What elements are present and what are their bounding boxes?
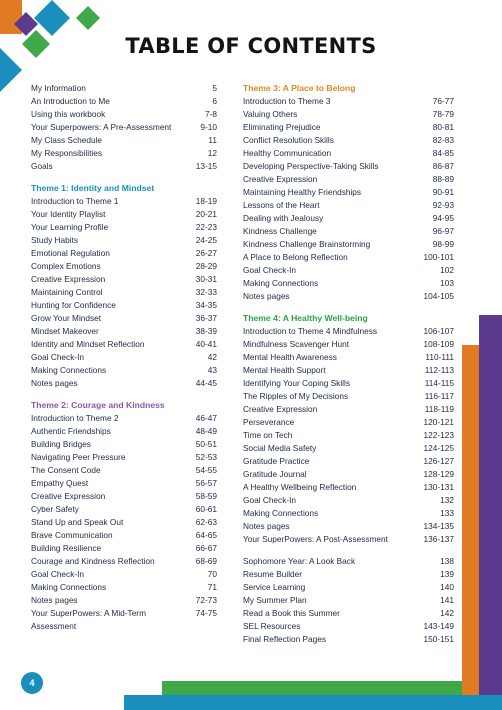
toc-entry-pages: 34-35 (195, 300, 217, 310)
toc-entry (243, 442, 454, 455)
toc-entry-pages: 136-137 (423, 534, 454, 544)
toc-entry (31, 542, 217, 555)
theme2-list (31, 412, 217, 633)
toc-entry-title: Creative Expression (243, 404, 318, 414)
toc-entry-pages: 48-49 (195, 426, 217, 436)
toc-entry (31, 425, 217, 438)
toc-entry-pages: 90-91 (432, 187, 454, 197)
toc-entry (243, 633, 454, 646)
toc-entry-title: Goals (31, 161, 53, 171)
toc-entry (31, 438, 217, 451)
toc-entry-title: Valuing Others (243, 109, 298, 119)
toc-entry-title: Introduction to Theme 4 Mindfulness (243, 326, 378, 336)
toc-entry-title: Sophomore Year: A Look Back (243, 556, 356, 566)
toc-entry (243, 377, 454, 390)
closing-list (243, 555, 454, 646)
toc-entry (243, 607, 454, 620)
toc-entry-pages: 124-125 (423, 443, 454, 453)
toc-entry-title: Your SuperPowers: A Post-Assessment (243, 534, 388, 544)
toc-entry (31, 121, 217, 134)
toc-entry (31, 108, 217, 121)
toc-entry (243, 533, 454, 546)
toc-entry (243, 108, 454, 121)
toc-entry-title: Time on Tech (243, 430, 293, 440)
toc-entry-pages: 74-75 (195, 608, 217, 618)
theme1-heading: Theme 1: Identity and Mindset (31, 183, 155, 193)
toc-entry-pages: 82-83 (432, 135, 454, 145)
toc-entry (243, 455, 454, 468)
toc-entry-title: My Summer Plan (243, 595, 307, 605)
toc-entry-pages: 44-45 (195, 378, 217, 388)
toc-entry-title: Read a Book this Summer (243, 608, 340, 618)
toc-entry-pages: 102 (440, 265, 454, 275)
toc-entry-title: Mental Health Support (243, 365, 326, 375)
toc-entry-title: Maintaining Healthy Friendships (243, 187, 362, 197)
toc-entry (31, 464, 217, 477)
toc-entry-pages: 68-69 (195, 556, 217, 566)
toc-entry (243, 594, 454, 607)
toc-entry (243, 186, 454, 199)
toc-entry-title: Creative Expression (31, 491, 106, 501)
toc-entry-pages: 76-77 (432, 96, 454, 106)
toc-entry (31, 260, 217, 273)
toc-entry (31, 82, 217, 95)
toc-entry (31, 273, 217, 286)
toc-entry-title: Grow Your Mindset (31, 313, 102, 323)
toc-entry (243, 264, 454, 277)
toc-entry-title: My Information (31, 83, 86, 93)
toc-entry-title: Lessons of the Heart (243, 200, 320, 210)
toc-entry-pages: 122-123 (423, 430, 454, 440)
toc-entry-title: Kindness Challenge Brainstorming (243, 239, 371, 249)
toc-entry-pages: 140 (440, 582, 454, 592)
toc-entry (243, 225, 454, 238)
toc-entry-title: Notes pages (31, 595, 78, 605)
toc-entry (31, 490, 217, 503)
toc-entry (31, 134, 217, 147)
toc-entry-title: Service Learning (243, 582, 306, 592)
toc-entry-title: Complex Emotions (31, 261, 101, 271)
toc-entry-pages: 30-31 (195, 274, 217, 284)
toc-entry-title: Notes pages (31, 378, 78, 388)
toc-entry (31, 338, 217, 351)
toc-entry-pages: 139 (440, 569, 454, 579)
toc-entry (31, 377, 217, 390)
toc-entry-title: Cyber Safety (31, 504, 79, 514)
toc-entry-title: Final Reflection Pages (243, 634, 327, 644)
toc-entry (243, 338, 454, 351)
toc-entry (31, 95, 217, 108)
toc-entry-pages: 38-39 (195, 326, 217, 336)
toc-entry-title: SEL Resources (243, 621, 301, 631)
toc-entry (31, 451, 217, 464)
toc-entry-title: Introduction to Theme 3 (243, 96, 331, 106)
toc-entry-pages: 106-107 (423, 326, 454, 336)
toc-entry-pages: 40-41 (195, 339, 217, 349)
intro-list (31, 82, 217, 173)
toc-entry-pages: 116-117 (424, 391, 454, 401)
toc-entry-title: Navigating Peer Pressure (31, 452, 126, 462)
toc-entry-pages: 36-37 (195, 313, 217, 323)
toc-entry-title: Notes pages (243, 291, 290, 301)
toc-entry-pages: 6 (212, 96, 217, 106)
toc-entry-pages: 130-131 (423, 482, 454, 492)
toc-entry-pages: 50-51 (195, 439, 217, 449)
toc-entry-title: Making Connections (243, 508, 319, 518)
toc-entry (31, 607, 217, 633)
toc-entry-title: Notes pages (243, 521, 290, 531)
toc-entry-pages: 120-121 (423, 417, 454, 427)
toc-entry-title: Your SuperPowers: A Mid-Term Assessment (31, 608, 146, 631)
toc-entry-pages: 92-93 (432, 200, 454, 210)
toc-entry-pages: 108-109 (423, 339, 454, 349)
toc-entry-pages: 11 (208, 135, 217, 145)
toc-entry-title: Mental Health Awareness (243, 352, 337, 362)
toc-entry-title: Empathy Quest (31, 478, 89, 488)
toc-entry (243, 95, 454, 108)
toc-entry-title: Dealing with Jealousy (243, 213, 324, 223)
toc-entry-title: Maintaining Control (31, 287, 103, 297)
toc-entry-pages: 118-119 (424, 404, 454, 414)
toc-left-column (31, 82, 217, 633)
toc-entry (31, 234, 217, 247)
toc-entry-title: Making Connections (31, 582, 107, 592)
toc-entry (243, 238, 454, 251)
toc-entry-title: A Healthy Wellbeing Reflection (243, 482, 357, 492)
toc-entry-pages: 114-115 (424, 378, 454, 388)
toc-entry-pages: 132 (440, 495, 454, 505)
toc-entry-pages: 70 (207, 569, 217, 579)
toc-entry-pages: 5 (212, 83, 217, 93)
toc-entry (31, 594, 217, 607)
toc-entry (243, 416, 454, 429)
toc-entry-title: Perseverance (243, 417, 295, 427)
toc-entry (31, 503, 217, 516)
toc-entry-pages: 103 (440, 278, 454, 288)
toc-entry (243, 429, 454, 442)
toc-entry-title: Gratitude Practice (243, 456, 310, 466)
toc-entry-pages: 84-85 (432, 148, 454, 158)
toc-entry-title: An Introduction to Me (31, 96, 110, 106)
toc-entry (31, 147, 217, 160)
toc-entry (31, 208, 217, 221)
toc-entry-pages: 86-87 (432, 161, 454, 171)
toc-entry-title: Using this workbook (31, 109, 106, 119)
toc-entry-pages: 13-15 (195, 161, 217, 171)
toc-right-column (243, 82, 454, 646)
toc-entry (31, 299, 217, 312)
toc-entry-title: Authentic Friendships (31, 426, 111, 436)
toc-entry-pages: 72-73 (195, 595, 217, 605)
orange-side-bar (462, 345, 479, 710)
toc-entry-pages: 110-111 (425, 352, 454, 362)
toc-entry (31, 160, 217, 173)
toc-entry-title: Healthy Communication (243, 148, 332, 158)
toc-entry-pages: 43 (207, 365, 217, 375)
toc-entry (31, 412, 217, 425)
toc-entry-title: Goal Check-In (31, 569, 85, 579)
toc-entry-title: Your Identity Playlist (31, 209, 106, 219)
toc-entry-title: My Responsibilities (31, 148, 103, 158)
toc-entry (243, 212, 454, 225)
toc-entry (31, 221, 217, 234)
toc-entry-title: Your Superpowers: A Pre-Assessment (31, 122, 172, 132)
toc-entry-title: Your Learning Profile (31, 222, 109, 232)
toc-entry (243, 494, 454, 507)
toc-entry-title: Emotional Regulation (31, 248, 110, 258)
toc-entry (243, 520, 454, 533)
toc-entry-title: Study Habits (31, 235, 79, 245)
toc-entry (31, 555, 217, 568)
toc-entry-pages: 20-21 (195, 209, 217, 219)
toc-entry-title: Creative Expression (243, 174, 318, 184)
toc-entry (243, 199, 454, 212)
toc-entry (31, 286, 217, 299)
toc-entry-pages: 100-101 (423, 252, 454, 262)
toc-entry (243, 403, 454, 416)
page-title: TABLE OF CONTENTS (125, 34, 377, 58)
toc-entry-pages: 24-25 (195, 235, 217, 245)
toc-entry-pages: 128-129 (423, 469, 454, 479)
toc-entry-title: Building Bridges (31, 439, 91, 449)
toc-entry-pages: 150-151 (423, 634, 454, 644)
toc-entry (31, 516, 217, 529)
toc-entry (31, 247, 217, 260)
purple-side-bar (479, 315, 502, 710)
toc-entry-pages: 28-29 (195, 261, 217, 271)
toc-entry (243, 364, 454, 377)
toc-entry-pages: 32-33 (195, 287, 217, 297)
toc-entry-title: My Class Schedule (31, 135, 103, 145)
toc-entry-title: Social Media Safety (243, 443, 317, 453)
toc-entry (31, 195, 217, 208)
toc-entry-pages: 62-63 (195, 517, 217, 527)
toc-entry-title: Making Connections (31, 365, 107, 375)
toc-entry-title: Resume Builder (243, 569, 303, 579)
toc-entry-pages: 9-10 (200, 122, 217, 132)
toc-entry-title: Goal Check-In (31, 352, 85, 362)
toc-entry-title: Gratitude Journal (243, 469, 307, 479)
toc-entry-pages: 78-79 (432, 109, 454, 119)
toc-entry-pages: 54-55 (195, 465, 217, 475)
toc-entry (243, 147, 454, 160)
toc-entry-pages: 64-65 (195, 530, 217, 540)
toc-entry-title: Introduction to Theme 1 (31, 196, 119, 206)
toc-entry-pages: 134-135 (423, 521, 454, 531)
toc-entry (243, 251, 454, 264)
teal-diamond-large-shape (34, 0, 70, 36)
toc-entry-title: A Place to Belong Reflection (243, 252, 348, 262)
toc-entry-pages: 22-23 (195, 222, 217, 232)
orange-triangle-shape (0, 0, 22, 34)
toc-entry-pages: 141 (440, 595, 454, 605)
toc-entry (243, 568, 454, 581)
toc-entry (243, 390, 454, 403)
toc-entry (243, 173, 454, 186)
toc-entry (243, 290, 454, 303)
toc-entry-title: Creative Expression (31, 274, 106, 284)
toc-entry-pages: 56-57 (195, 478, 217, 488)
toc-entry (31, 351, 217, 364)
page-number-badge: 4 (21, 672, 43, 694)
toc-entry-title: Making Connections (243, 278, 319, 288)
toc-entry (243, 277, 454, 290)
theme3-list (243, 95, 454, 303)
toc-entry-pages: 133 (440, 508, 454, 518)
toc-entry-pages: 18-19 (195, 196, 217, 206)
toc-entry-title: Mindfulness Scavenger Hunt (243, 339, 350, 349)
toc-entry-title: Introduction to Theme 2 (31, 413, 119, 423)
toc-entry-pages: 7-8 (205, 109, 217, 119)
toc-entry-title: Brave Communication (31, 530, 113, 540)
toc-entry (243, 351, 454, 364)
toc-entry-title: Eliminating Prejudice (243, 122, 321, 132)
toc-entry-pages: 60-61 (195, 504, 217, 514)
toc-entry (31, 325, 217, 338)
toc-entry (243, 121, 454, 134)
toc-entry-title: Building Resilience (31, 543, 102, 553)
green-bottom-bar (162, 681, 462, 695)
toc-entry-title: The Ripples of My Decisions (243, 391, 349, 401)
toc-entry-pages: 94-95 (432, 213, 454, 223)
toc-entry (243, 555, 454, 568)
toc-entry (31, 477, 217, 490)
toc-entry (243, 325, 454, 338)
teal-bottom-bar (124, 695, 502, 710)
toc-entry-pages: 126-127 (423, 456, 454, 466)
toc-entry-title: Hunting for Confidence (31, 300, 116, 310)
toc-entry (243, 481, 454, 494)
toc-entry (243, 620, 454, 633)
theme2-heading: Theme 2: Courage and Kindness (31, 400, 165, 410)
theme4-heading: Theme 4: A Healthy Well-being (243, 313, 368, 323)
toc-entry-pages: 104-105 (423, 291, 454, 301)
toc-entry-title: Mindset Makeover (31, 326, 99, 336)
toc-entry-title: The Consent Code (31, 465, 101, 475)
toc-entry (31, 568, 217, 581)
toc-entry (243, 581, 454, 594)
toc-entry-pages: 88-89 (432, 174, 454, 184)
toc-entry-title: Goal Check-In (243, 265, 297, 275)
theme4-list (243, 325, 454, 546)
toc-entry-pages: 71 (207, 582, 217, 592)
toc-entry-title: Kindness Challenge (243, 226, 317, 236)
toc-entry-pages: 143-149 (423, 621, 454, 631)
toc-entry-pages: 96-97 (432, 226, 454, 236)
toc-entry (31, 581, 217, 594)
toc-entry-title: Goal Check-In (243, 495, 297, 505)
toc-entry (31, 364, 217, 377)
theme3-heading: Theme 3: A Place to Belong (243, 83, 356, 93)
theme1-list (31, 195, 217, 390)
toc-entry-pages: 46-47 (195, 413, 217, 423)
toc-entry (243, 468, 454, 481)
toc-entry-pages: 138 (440, 556, 454, 566)
toc-entry-pages: 26-27 (195, 248, 217, 258)
toc-entry-title: Developing Perspective-Taking Skills (243, 161, 379, 171)
toc-entry-pages: 98-99 (432, 239, 454, 249)
toc-entry-pages: 58-59 (195, 491, 217, 501)
toc-entry-title: Courage and Kindness Reflection (31, 556, 155, 566)
toc-entry-pages: 42 (207, 352, 217, 362)
toc-entry-pages: 80-81 (432, 122, 454, 132)
toc-entry (31, 312, 217, 325)
toc-entry-pages: 12 (207, 148, 217, 158)
toc-entry (243, 160, 454, 173)
toc-entry-pages: 142 (440, 608, 454, 618)
toc-entry-pages: 66-67 (195, 543, 217, 553)
toc-entry-title: Stand Up and Speak Out (31, 517, 124, 527)
toc-entry (243, 134, 454, 147)
toc-entry (31, 529, 217, 542)
toc-entry (243, 507, 454, 520)
green-diamond-small-shape (76, 6, 100, 30)
toc-entry-title: Identity and Mindset Reflection (31, 339, 145, 349)
toc-entry-title: Identifying Your Coping Skills (243, 378, 351, 388)
toc-entry-pages: 112-113 (424, 365, 454, 375)
toc-entry-title: Conflict Resolution Skills (243, 135, 334, 145)
toc-entry-pages: 52-53 (195, 452, 217, 462)
